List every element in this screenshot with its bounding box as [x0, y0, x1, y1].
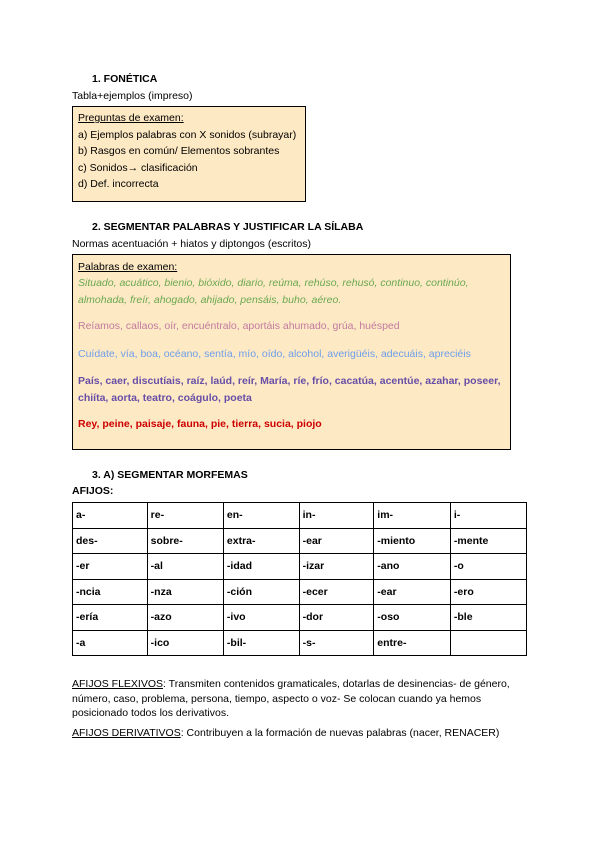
table-cell: -ico — [147, 630, 223, 656]
exam-question-b: b) Rasgos en común/ Elementos sobrantes — [78, 145, 280, 157]
purple-words-line-2: chiíta, aorta, teatro, coágulo, poeta — [78, 392, 252, 404]
table-cell: -idad — [223, 554, 299, 580]
table-cell: -bil- — [223, 630, 299, 656]
table-cell: -ivo — [223, 605, 299, 631]
table-cell: a- — [73, 503, 148, 529]
table-cell: -izar — [299, 554, 374, 580]
purple-words-line-1: País, caer, discutíais, raíz, laúd, reír, María, ríe, frío, cacatúa, acentúe, azahar, poseer, — [78, 375, 501, 387]
pink-words-line: Reíamos, callaos, oír, encuéntralo, aportáis ahumado, grúa, huésped — [78, 320, 400, 332]
affixes-table — [72, 502, 527, 656]
table-cell: -ecer — [299, 579, 374, 605]
table-cell: -mente — [450, 528, 526, 554]
exam-question-c: c) Sonidos→ clasificación — [78, 161, 198, 174]
derivative-affixes-text: : Contribuyen a la formación de nuevas palabras (nacer, RENACER) — [180, 727, 500, 739]
table-row — [73, 579, 527, 605]
table-cell: re- — [147, 503, 223, 529]
table-cell: -s- — [299, 630, 374, 656]
table-cell: -nza — [147, 579, 223, 605]
flexive-affixes-text-3: posicionado todos los derivativos. — [72, 707, 230, 719]
table-cell: -ble — [450, 605, 526, 631]
flexive-affixes-label: AFIJOS FLEXIVOS — [72, 678, 164, 690]
table-cell: en- — [223, 503, 299, 529]
derivative-affixes-paragraph — [72, 726, 532, 741]
table-cell: -azo — [147, 605, 223, 631]
section-2-subtitle: Normas acentuación + hiatos y diptongos (escritos) — [72, 238, 311, 250]
table-cell: -ear — [299, 528, 374, 554]
table-cell: -a — [73, 630, 148, 656]
green-words-line-1: Situado, acuático, bienio, bióxido, diario, reúma, rehúso, rehusó, continuo, continúo, — [78, 277, 469, 289]
blue-words-line: Cuídate, vía, boa, océano, sentía, mío, oído, alcohol, averigüéis, adecuáis, apreciéis — [78, 348, 471, 360]
table-cell: -ería — [73, 605, 148, 631]
section-3-heading: 3. A) SEGMENTAR MORFEMAS — [92, 469, 248, 481]
table-cell: -miento — [374, 528, 451, 554]
table-row — [73, 528, 527, 554]
table-cell: -ncia — [73, 579, 148, 605]
flexive-affixes-text-2: número, caso, problema, persona, tiempo, aspecto o voz- Se colocan cuando ya hemos — [72, 692, 482, 705]
table-cell: -o — [450, 554, 526, 580]
section-1-heading: 1. FONÉTICA — [92, 73, 158, 85]
table-cell: -ción — [223, 579, 299, 605]
table-cell: sobre- — [147, 528, 223, 554]
table-row — [73, 605, 527, 631]
table-cell: i- — [450, 503, 526, 529]
table-cell: -er — [73, 554, 148, 580]
afijos-subheading: AFIJOS: — [72, 485, 114, 497]
table-cell: -ear — [374, 579, 451, 605]
flexive-affixes-paragraph — [72, 677, 532, 721]
table-cell: entre- — [374, 630, 451, 656]
section-1-subtitle: Tabla+ejemplos (impreso) — [72, 90, 193, 102]
table-cell: -al — [147, 554, 223, 580]
table-cell: -dor — [299, 605, 374, 631]
table-cell: -ero — [450, 579, 526, 605]
exam-words-title: Palabras de examen: — [78, 261, 178, 273]
red-words-line: Rey, peine, paisaje, fauna, pie, tierra, sucia, piojo — [78, 418, 322, 430]
table-cell: -ano — [374, 554, 451, 580]
section-2-heading: 2. SEGMENTAR PALABRAS Y JUSTIFICAR LA SÍLABA — [92, 221, 364, 233]
table-row — [73, 554, 527, 580]
exam-question-a: a) Ejemplos palabras con X sonidos (subrayar) — [78, 128, 297, 141]
green-words-line-2: almohada, freír, ahogado, ahijado, pensáis, buho, aéreo. — [78, 294, 342, 306]
table-cell: im- — [374, 503, 451, 529]
table-row — [73, 503, 527, 529]
table-cell: -oso — [374, 605, 451, 631]
flexive-affixes-text-1: : Transmiten contenidos gramaticales, dotarlas de desinencias- de género, — [163, 678, 510, 690]
exam-questions-box — [72, 106, 306, 202]
exam-questions-title: Preguntas de examen: — [78, 112, 184, 124]
table-cell — [450, 630, 526, 656]
table-cell: extra- — [223, 528, 299, 554]
exam-question-d: d) Def. incorrecta — [78, 178, 159, 190]
table-cell: des- — [73, 528, 148, 554]
derivative-affixes-label: AFIJOS DERIVATIVOS — [72, 727, 181, 739]
exam-words-box — [72, 254, 511, 450]
table-row — [73, 630, 527, 656]
table-cell: in- — [299, 503, 374, 529]
